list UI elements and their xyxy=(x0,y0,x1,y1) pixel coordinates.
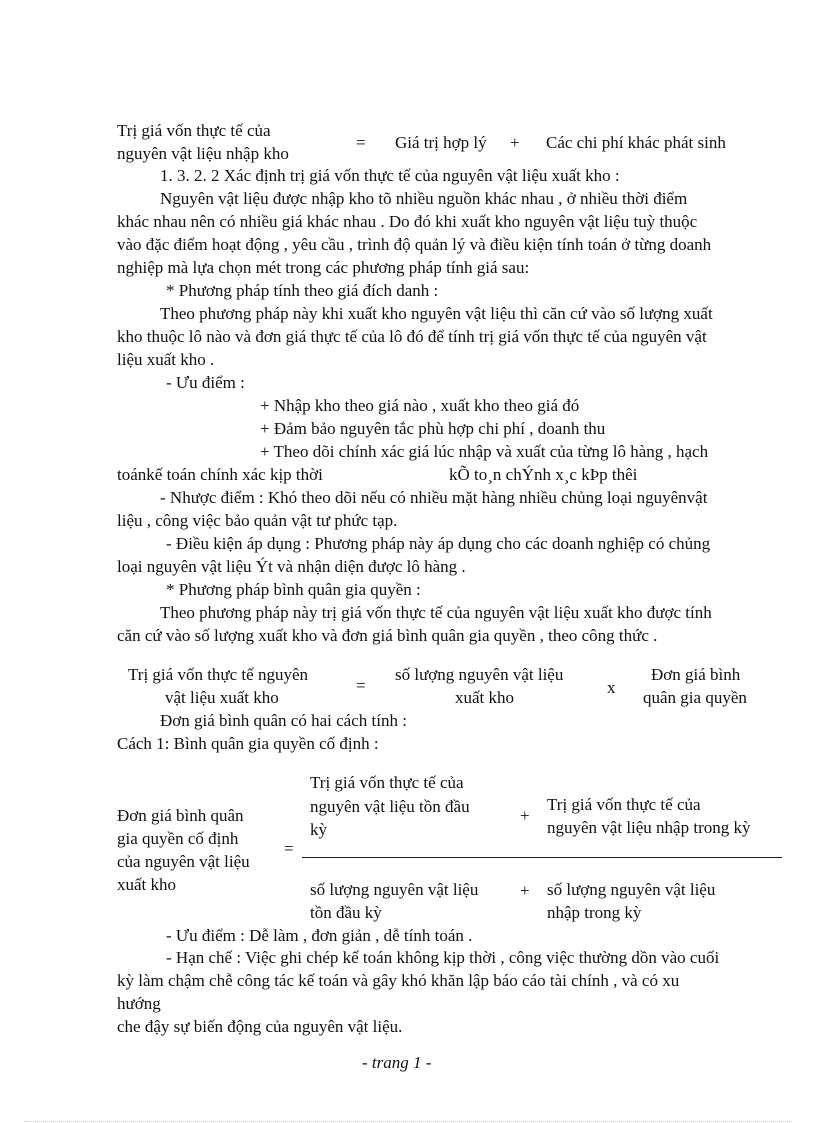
formula3-fraction-bar xyxy=(302,857,782,858)
formula3-left-line4: xuất kho xyxy=(117,875,177,894)
formula3-equals: = xyxy=(284,839,294,858)
formula3-left-line3: của nguyên vật liệu xyxy=(117,852,250,871)
formula3-numerator-a-line2: nguyên vật liệu tồn đầu xyxy=(310,797,470,816)
formula2-left-line2: vật liệu xuất kho xyxy=(165,688,279,707)
formula2-left-line1: Trị giá vốn thực tế nguyên xyxy=(128,665,308,684)
formula1-equals: = xyxy=(356,133,366,152)
intro-line-3: vào đặc điểm hoạt động , yêu cầu , trình độ quản lý và điều kiện tính toán ở từng doanh xyxy=(117,235,712,254)
formula3-numerator-a-line3: kỳ xyxy=(310,820,327,839)
formula3-numerator-b-line2: nguyên vật liệu nhập trong kỳ xyxy=(547,818,751,837)
formula1-plus: + xyxy=(510,133,520,152)
advantage-item-2: + Đảm bảo nguyên tắc phù hợp chi phí , doanh thu xyxy=(260,419,606,438)
method1-line-2: kho thuộc lô nào và đơn giá thực tế của lô đó để tính trị giá vốn thực tế của nguyên vật xyxy=(117,327,707,346)
formula3-denominator-b-line2: nhập trong kỳ xyxy=(547,903,642,922)
advantages-label: - Ưu điểm : xyxy=(166,373,245,392)
formula3-denominator-a-line2: tồn đầu kỳ xyxy=(310,903,382,922)
advantage-item-1: + Nhập kho theo giá nào , xuất kho theo giá đó xyxy=(260,396,580,415)
intro-line-2: khác nhau nên có nhiều giá khác nhau . Do đó khi xuất kho nguyên vật liệu tuỳ thuộc xyxy=(117,212,698,231)
cons2-line-3: hướng xyxy=(117,994,161,1013)
formula3-denominator-plus: + xyxy=(520,881,530,900)
formula3-numerator-a-line1: Trị giá vốn thực tế của xyxy=(310,773,464,792)
formula2-equals: = xyxy=(356,676,366,695)
method2-line-2: căn cứ vào số lượng xuất kho và đơn giá bình quân gia quyền , theo công thức . xyxy=(117,626,658,645)
way1-heading: Cách 1: Bình quân gia quyền cố định : xyxy=(117,734,379,753)
formula3-left-line1: Đơn giá bình quân xyxy=(117,806,244,825)
disadvantages-line-2: liệu , công việc bảo quản vật tư phức tạp. xyxy=(117,511,398,530)
formula3-numerator-b-line1: Trị giá vốn thực tế của xyxy=(547,795,701,814)
page-footer: - trang 1 - xyxy=(362,1053,432,1072)
pros2-line: - Ưu điểm : Dễ làm , đơn giản , dễ tính toán . xyxy=(166,926,473,945)
formula1-left-line2: nguyên vật liệu nhập kho xyxy=(117,144,289,163)
conditions-line-1: - Điều kiện áp dụng : Phương pháp này áp dụng cho các doanh nghiệp có chủng xyxy=(166,534,711,553)
formula2-right-line2: quân gia quyền xyxy=(643,688,747,707)
cons2-line-4: che đậy sự biến động của nguyên vật liệu. xyxy=(117,1017,403,1036)
formula2-right-line1: Đơn giá bình xyxy=(651,665,741,684)
section-heading: 1. 3. 2. 2 Xác định trị giá vốn thực tế của nguyên vật liệu xuất kho : xyxy=(160,166,620,185)
formula1-term2: Các chi phí khác phát sinh xyxy=(546,133,726,152)
two-ways-line: Đơn giá bình quân có hai cách tính : xyxy=(160,711,407,730)
intro-line-4: nghiệp mà lựa chọn mét trong các phương pháp tính giá sau: xyxy=(117,258,530,277)
method2-line-1: Theo phương pháp này trị giá vốn thực tế của nguyên vật liệu xuất kho được tính xyxy=(160,603,712,622)
intro-line-1: Nguyên vật liệu được nhập kho tõ nhiều nguồn khác nhau , ở nhiều thời điểm xyxy=(160,189,688,208)
page-bottom-divider xyxy=(24,1121,792,1122)
formula3-left-line2: gia quyền cố định xyxy=(117,829,239,848)
advantage-garbled-text: kÕ to¸n chÝnh x¸c kÞp thêi xyxy=(449,465,638,484)
formula1-term1: Giá trị hợp lý xyxy=(395,133,487,152)
method1-line-1: Theo phương pháp này khi xuất kho nguyên vật liệu thì căn cứ vào số lượng xuất xyxy=(160,304,713,323)
formula3-denominator-b-line1: số lượng nguyên vật liệu xyxy=(547,880,716,899)
formula3-numerator-plus: + xyxy=(520,806,530,825)
method1-heading: * Phương pháp tính theo giá đích danh : xyxy=(166,281,439,300)
cons2-line-2: kỳ làm chậm chễ công tác kế toán và gây khó khăn lập báo cáo tài chính , và có xu xyxy=(117,971,680,990)
formula3-denominator-a-line1: số lượng nguyên vật liệu xyxy=(310,880,479,899)
conditions-line-2: loại nguyên vật liệu Ýt và nhận diện được lô hàng . xyxy=(117,557,466,576)
cons2-line-1: - Hạn chế : Việc ghi chép kế toán không kịp thời , công việc thường dồn vào cuối xyxy=(166,948,720,967)
formula2-mid-line1: số lượng nguyên vật liệu xyxy=(395,665,564,684)
method1-line-3: liệu xuất kho . xyxy=(117,350,215,369)
disadvantages-line-1: - Nhược điểm : Khó theo dõi nếu có nhiều mặt hàng nhiều chủng loại nguyênvật xyxy=(160,488,708,507)
method2-heading: * Phương pháp bình quân gia quyền : xyxy=(166,580,421,599)
formula2-mid-line2: xuất kho xyxy=(455,688,515,707)
formula1-left-line1: Trị giá vốn thực tế của xyxy=(117,121,271,140)
formula2-times: x xyxy=(607,678,616,697)
advantage-item-3: + Theo dõi chính xác giá lúc nhập và xuất của từng lô hàng , hạch xyxy=(260,442,709,461)
advantage-continuation: toánkế toán chính xác kịp thời xyxy=(117,465,323,484)
